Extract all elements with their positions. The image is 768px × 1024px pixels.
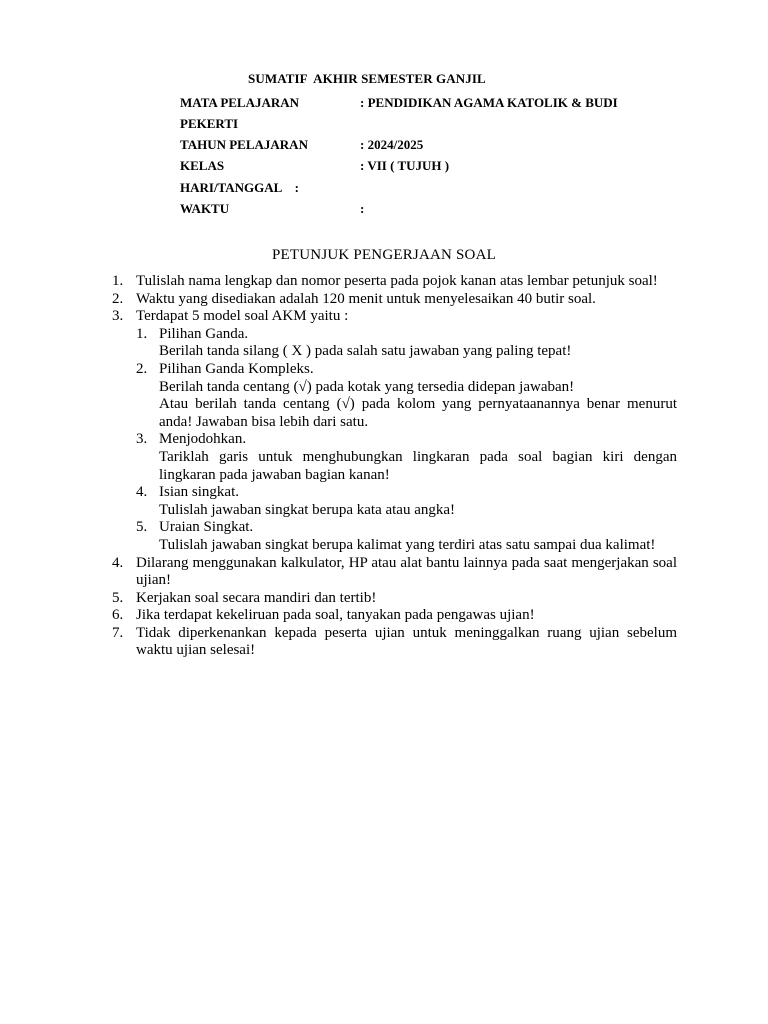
sub-item-title: Pilihan Ganda.: [159, 325, 249, 342]
item-text: Tidak diperkenankan kepada peserta ujian untuk meninggalkan ruang ujian sebelum waktu ujian selesai!: [136, 624, 677, 659]
subject-label: MATA PELAJARAN: [180, 95, 300, 110]
item-number: 5.: [112, 589, 124, 606]
sub-list-item: [0, 431, 768, 449]
item-number: 6.: [112, 607, 124, 624]
item-number: 7.: [112, 624, 124, 641]
item-number: 3.: [112, 308, 124, 325]
instructions-title: PETUNJUK PENGERJAAN SOAL: [272, 247, 496, 263]
sub-item-description: Berilah tanda centang (√) pada kotak yang tersedia didepan jawaban!: [159, 378, 575, 395]
sub-item-number: 2.: [136, 360, 148, 377]
item-text: Waktu yang disediakan adalah 120 menit untuk menyelesaikan 40 butir soal.: [136, 290, 596, 307]
sub-item-title: Uraian Singkat.: [159, 519, 254, 536]
sub-item-description: Tariklah garis untuk menghubungkan lingkaran pada soal bagian kiri dengan lingkaran pada jawaban bagian kanan!: [159, 448, 677, 483]
list-item: [0, 590, 768, 608]
sub-list-item: [0, 484, 768, 502]
subject-value-continued: PEKERTI: [180, 116, 239, 131]
class-value: : VII ( TUJUH ): [360, 158, 450, 173]
school-year-label: TAHUN PELAJARAN: [180, 137, 308, 152]
item-text: Terdapat 5 model soal AKM yaitu :: [136, 308, 349, 325]
sub-item-title: Menjodohkan.: [159, 431, 247, 448]
list-item: [0, 308, 768, 326]
document-title: SUMATIF AKHIR SEMESTER GANJIL: [248, 71, 486, 86]
item-text: Dilarang menggunakan kalkulator, HP atau alat bantu lainnya pada saat mengerjakan soal ujian!: [136, 554, 677, 589]
sub-item-number: 3.: [136, 431, 148, 448]
time-label: WAKTU: [180, 201, 230, 216]
sub-list-item: [0, 519, 768, 537]
list-item: [0, 555, 768, 590]
sub-list-item: [0, 361, 768, 379]
sub-item-title: Pilihan Ganda Kompleks.: [159, 360, 314, 377]
item-number: 4.: [112, 554, 124, 571]
list-item: [0, 291, 768, 309]
class-label: KELAS: [180, 158, 225, 173]
sub-item-number: 5.: [136, 519, 148, 536]
item-number: 2.: [112, 290, 124, 307]
sub-item-description: Berilah tanda silang ( X ) pada salah satu jawaban yang paling tepat!: [159, 343, 572, 360]
sub-item-description: Tulislah jawaban singkat berupa kalimat yang terdiri atas satu sampai dua kalimat!: [159, 536, 656, 553]
list-item: [0, 625, 768, 660]
sub-item-number: 1.: [136, 325, 148, 342]
subject-value: : PENDIDIKAN AGAMA KATOLIK & BUDI: [360, 95, 618, 110]
item-text: Jika terdapat kekeliruan pada soal, tanyakan pada pengawas ujian!: [136, 607, 535, 624]
sub-item-description: Atau berilah tanda centang (√) pada kolom yang pernyataanannya benar menurut anda! Jawaban bisa lebih dari satu.: [159, 396, 677, 430]
item-text: Kerjakan soal secara mandiri dan tertib!: [136, 589, 377, 606]
time-value: :: [360, 201, 365, 216]
sub-item-number: 4.: [136, 484, 148, 501]
instructions-list: [0, 273, 768, 660]
item-number: 1.: [112, 273, 124, 289]
list-item: [0, 273, 768, 291]
sub-list-item: [0, 326, 768, 344]
list-item: [0, 607, 768, 625]
day-date-label: HARI/TANGGAL :: [180, 180, 299, 195]
sub-item-description: Tulislah jawaban singkat berupa kata atau angka!: [159, 501, 456, 518]
item-text: Tulislah nama lengkap dan nomor peserta pada pojok kanan atas lembar petunjuk soal!: [136, 273, 658, 289]
school-year-value: : 2024/2025: [360, 137, 424, 152]
sub-item-title: Isian singkat.: [159, 484, 239, 501]
